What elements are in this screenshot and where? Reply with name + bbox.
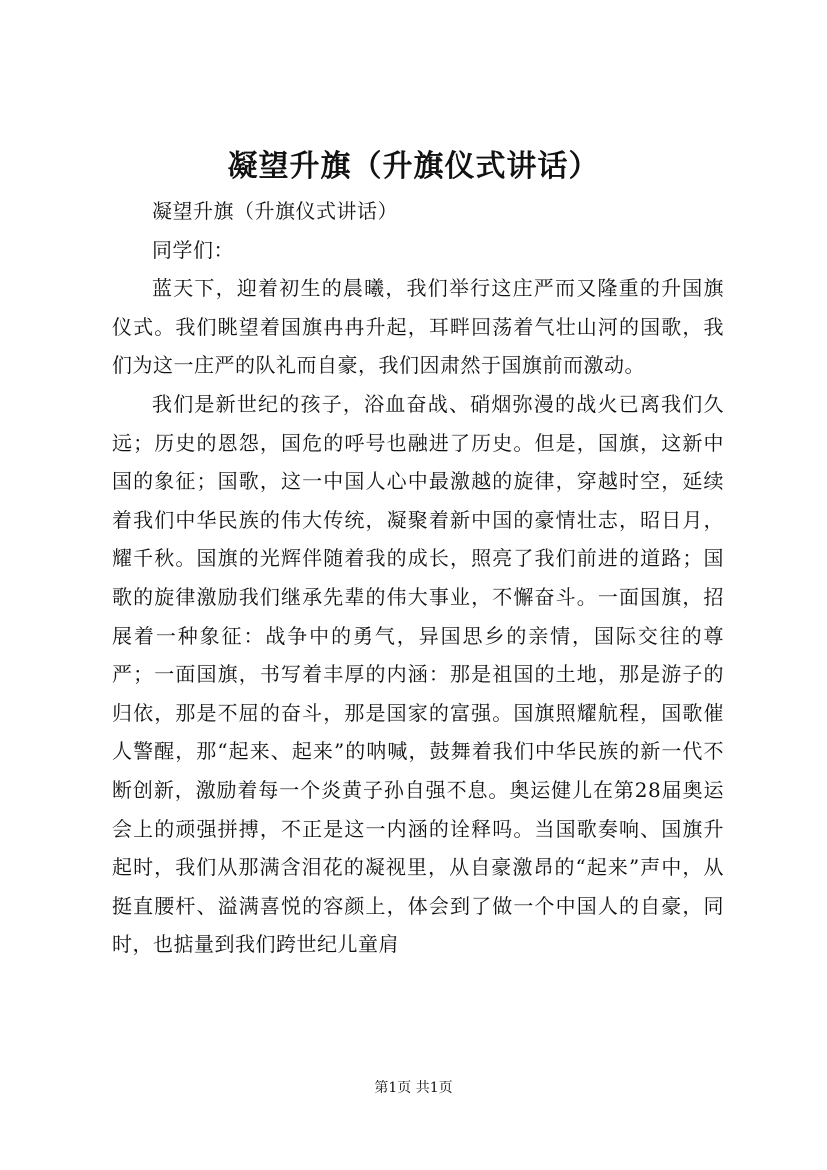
paragraph-salutation: 同学们： xyxy=(152,237,234,262)
paragraph-subtitle: 凝望升旗（升旗仪式讲话） xyxy=(152,199,398,223)
document-body xyxy=(112,192,724,964)
page-footer: 第1页 共1页 xyxy=(374,1080,453,1096)
paragraph-main: 我们是新世纪的孩子，浴血奋战、硝烟弥漫的战火已离我们久远；历史的恩怨，国危的呼号也融进了历史。但是，国旗，这新中国的象征；国歌，这一中国人心中最激越的旋律，穿越时空，延续着我们中华民族的伟大传统，凝聚着新中国的豪情壮志，昭日月，耀千秋。国旗的光辉伴随着我的成长，照亮了我们前进的道路；国歌的旋律激励我们继承先辈的伟大事业，不懈奋斗。一面国旗，招展着一种象征：战争中的勇气，异国思乡的亲情，国际交往的尊严；一面国旗，书写着丰厚的内涵：那是祖国的土地，那是游子的归依，那是不屈的奋斗，那是国家的富强。国旗照耀航程，国歌催人警醒，那“起来、起来”的呐喊，鼓舞着我们中华民族的新一代不断创新，激励着每一个炎黄子孙自强不息。奥运健儿在第28届奥运会上的顽强拼搏，不正是这一内涵的诠释吗。当国歌奏响、国旗升起时，我们从那满含泪花的凝视里，从自豪激昂的“起来”声中，从挺直腰杆、溢满喜悦的容颜上，体会到了做一个中国人的自豪，同时，也掂量到我们跨世纪儿童肩 xyxy=(112,391,724,957)
document-title: 凝望升旗（升旗仪式讲话） xyxy=(227,149,600,184)
paragraph-opening: 蓝天下，迎着初生的晨曦，我们举行这庄严而又隆重的升国旗仪式。我们眺望着国旗冉冉升起，耳畔回荡着气壮山河的国歌，我们为这一庄严的队礼而自豪，我们因肃然于国旗前而激动。 xyxy=(112,276,724,378)
